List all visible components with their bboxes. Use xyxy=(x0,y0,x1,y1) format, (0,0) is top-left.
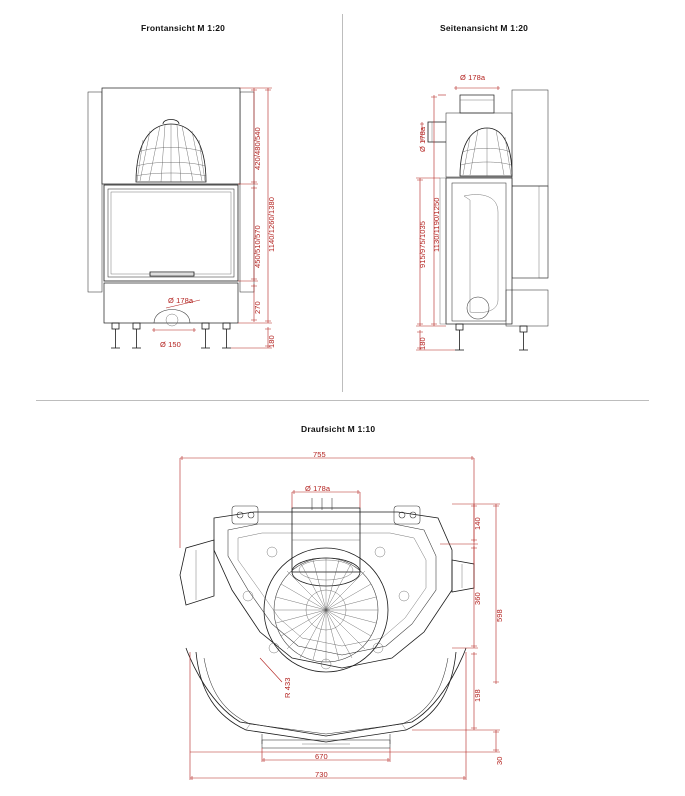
front-view-title: Frontansicht M 1:20 xyxy=(141,23,226,33)
dim-top-width-glass: 670 xyxy=(315,752,328,761)
dim-front-height-window: 450/510/570 xyxy=(253,225,262,268)
dim-side-height-body: 915/975/1035 xyxy=(418,220,427,268)
top-view-drawing xyxy=(0,400,685,796)
dim-front-height-base: 270 xyxy=(253,301,262,314)
dim-front-ash-port: Ø 150 xyxy=(160,340,181,349)
dim-side-flue-rear: Ø 178a xyxy=(418,126,427,152)
dim-top-depth-total: 598 xyxy=(495,609,504,622)
dim-top-radius: R 433 xyxy=(283,677,292,698)
dim-top-depth-rear: 198 xyxy=(473,689,482,702)
dim-top-depth-middle: 360 xyxy=(473,592,482,605)
dim-side-flue-top: Ø 178a xyxy=(460,73,486,82)
dim-top-width-base: 730 xyxy=(315,770,328,779)
side-view-drawing xyxy=(342,0,685,400)
dim-top-depth-tail: 30 xyxy=(495,756,504,765)
dim-side-height-total: 1130/1190/1250 xyxy=(432,197,441,252)
dim-front-height-feet: 180 xyxy=(267,335,276,348)
dim-top-depth-front: 140 xyxy=(473,517,482,530)
dim-front-flue-outlet: Ø 178a xyxy=(168,296,194,305)
dim-top-width-outer: 755 xyxy=(313,450,326,459)
dim-front-height-total: 1140/1260/1380 xyxy=(267,196,276,252)
side-view-title: Seitenansicht M 1:20 xyxy=(440,23,529,33)
dim-top-flue-diameter: Ø 178a xyxy=(305,484,331,493)
top-view-title: Draufsicht M 1:10 xyxy=(301,424,376,434)
dim-side-height-feet: 180 xyxy=(418,337,427,350)
dim-front-height-upper: 420/480/540 xyxy=(253,127,262,170)
